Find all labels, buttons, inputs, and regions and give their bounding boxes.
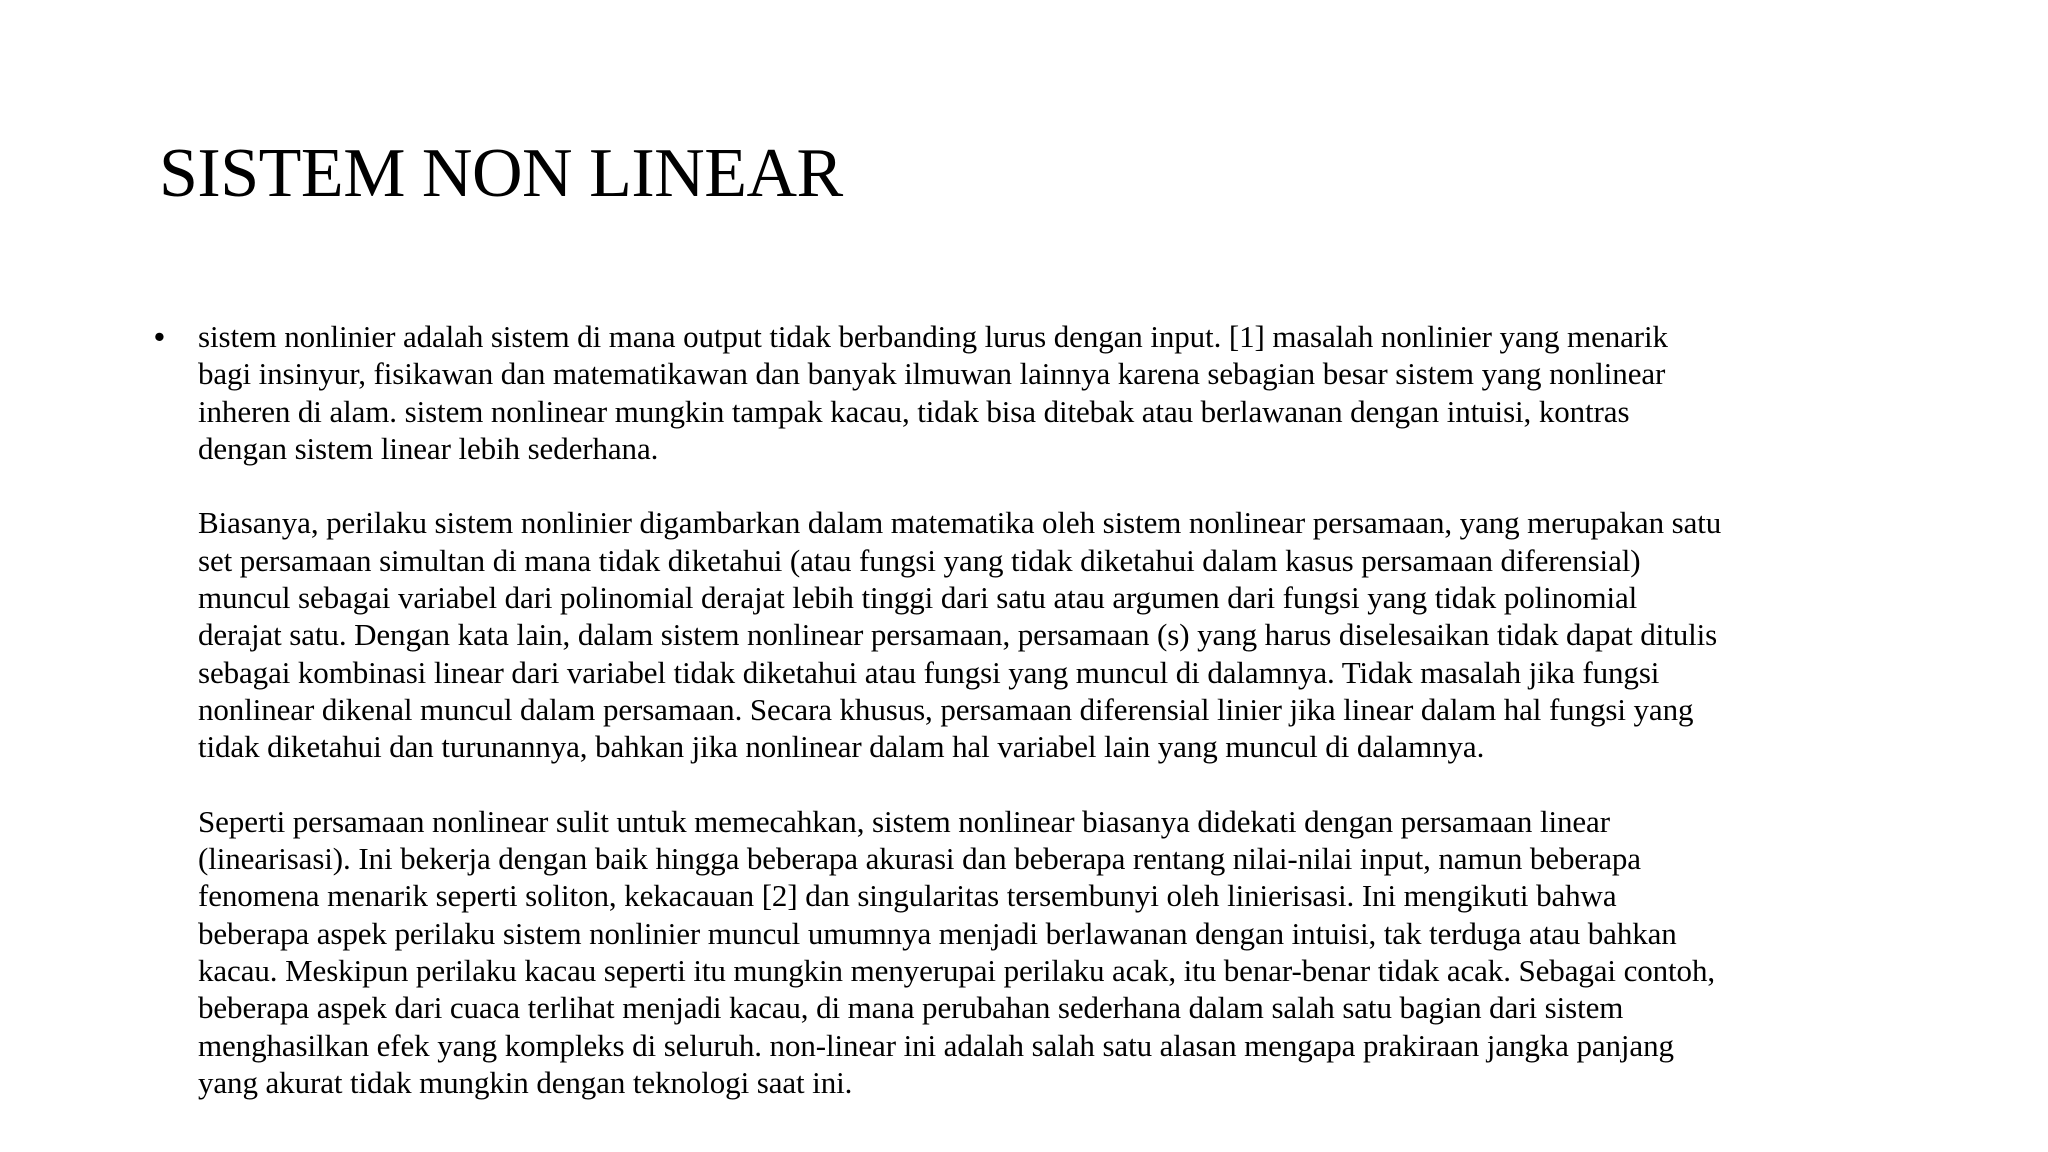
paragraph-definition: sistem nonlinier adalah sistem di mana output tidak berbanding lurus dengan input. [1] masalah nonlinier yang menarik bagi insinyur, fisikawan dan matematikawan dan banyak ilmuwan lainnya karena sebagian besar sistem yang nonlinear inheren di alam. sistem nonlinear mungkin tampak kacau, tidak bisa ditebak atau berlawanan dengan intuisi, kontras dengan sistem linear lebih sederhana. bbox=[198, 319, 1668, 466]
slide-body bbox=[150, 318, 1930, 1101]
bullet-icon: • bbox=[154, 319, 165, 354]
slide-title: SISTEM NON LINEAR bbox=[159, 135, 843, 212]
bullet-item bbox=[150, 318, 1930, 1101]
paragraph-linearization: Seperti persamaan nonlinear sulit untuk memecahkan, sistem nonlinear biasanya didekati dengan persamaan linear (linearisasi). Ini bekerja dengan baik hingga beberapa akurasi dan beberapa rentang nilai-nilai input, namun beberapa fenomena menarik seperti soliton, kekacauan [2] dan singularitas tersembunyi oleh linierisasi. Ini mengikuti bahwa beberapa aspek perilaku sistem nonlinier muncul umumnya menjadi berlawanan dengan intuisi, tak terduga atau bahkan kacau. Meskipun perilaku kacau seperti itu mungkin menyerupai perilaku acak, itu benar-benar tidak acak. Sebagai contoh, beberapa aspek dari cuaca terlihat menjadi kacau, di mana perubahan sederhana dalam salah satu bagian dari sistem menghasilkan efek yang kompleks di seluruh. non-linear ini adalah salah satu alasan mengapa prakiraan jangka panjang yang akurat tidak mungkin dengan teknologi saat ini. bbox=[198, 803, 1716, 1100]
paragraph-behavior: Biasanya, perilaku sistem nonlinier digambarkan dalam matematika oleh sistem nonlinear persamaan, yang merupakan satu set persamaan simultan di mana tidak diketahui (atau fungsi yang tidak diketahui dalam kasus persamaan diferensial) muncul sebagai variabel dari polinomial derajat lebih tinggi dari satu atau argumen dari fungsi yang tidak polinomial derajat satu. Dengan kata lain, dalam sistem nonlinear persamaan, persamaan (s) yang harus diselesaikan tidak dapat ditulis sebagai kombinasi linear dari variabel tidak diketahui atau fungsi yang muncul di dalamnya. Tidak masalah jika fungsi nonlinear dikenal muncul dalam persamaan. Secara khusus, persamaan diferensial linier jika linear dalam hal fungsi yang tidak diketahui dan turunannya, bahkan jika nonlinear dalam hal variabel lain yang muncul di dalamnya. bbox=[198, 505, 1722, 765]
